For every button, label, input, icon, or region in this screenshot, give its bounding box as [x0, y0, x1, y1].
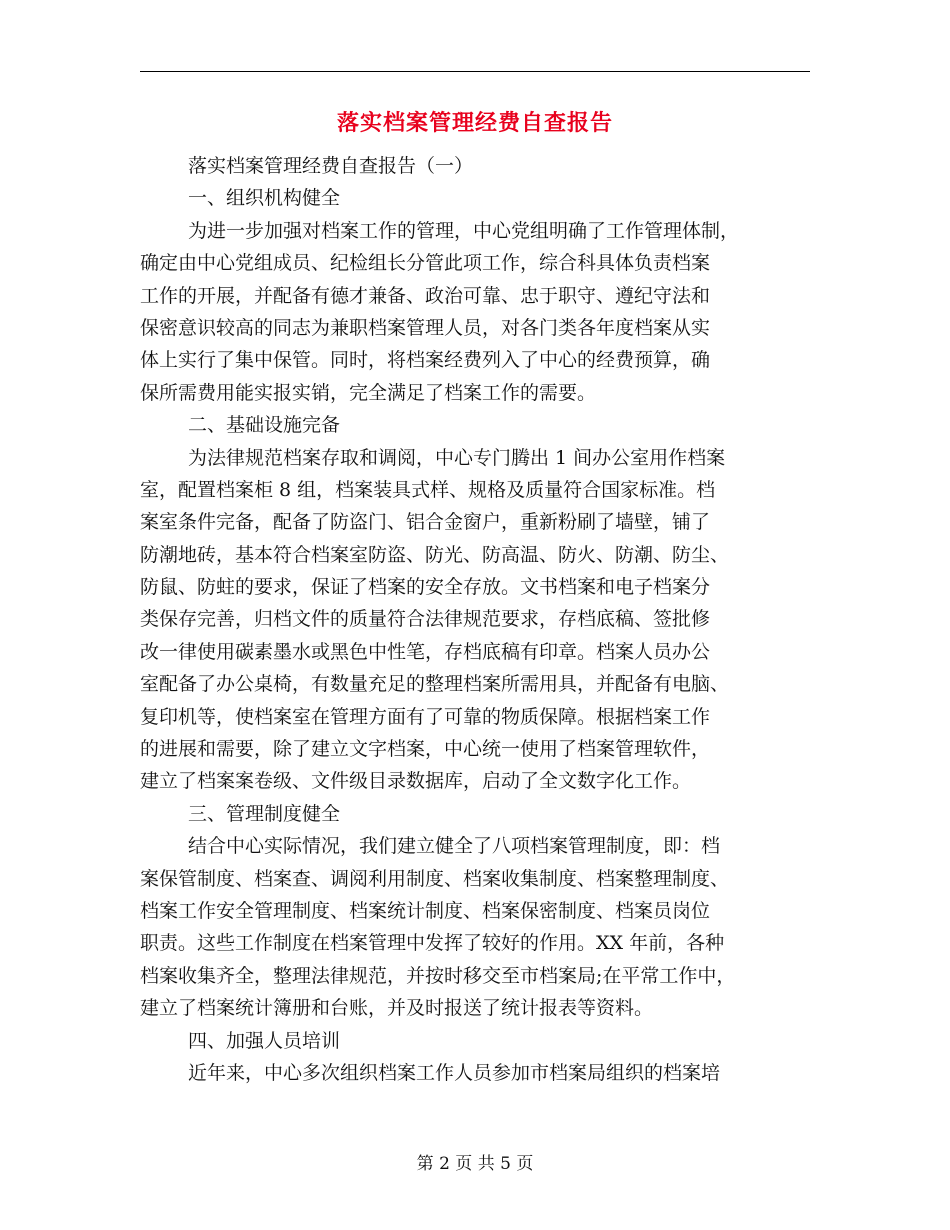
- body-line: 一、组织机构健全: [188, 187, 341, 210]
- body-line: 案保管制度、档案查、调阅利用制度、档案收集制度、档案整理制度、: [140, 867, 730, 890]
- body-line: 改一律使用碳素墨水或黑色中性笔，存档底稿有印章。档案人员办公: [140, 640, 711, 663]
- body-line: 建立了档案案卷级、文件级目录数据库，启动了全文数字化工作。: [140, 770, 692, 793]
- body-line: 室，配置档案柜 8 组，档案装具式样、规格及质量符合国家标准。档: [140, 478, 716, 501]
- body-line: 四、加强人员培训: [188, 1029, 341, 1052]
- document-title: 落实档案管理经费自查报告: [336, 110, 613, 136]
- body-line: 职责。这些工作制度在档案管理中发挥了较好的作用。XX 年前，各种: [140, 932, 725, 955]
- body-line: 结合中心实际情况，我们建立健全了八项档案管理制度，即：档: [188, 835, 721, 858]
- page-indicator: 第 2 页 共 5 页: [416, 1154, 534, 1174]
- body-line: 室配备了办公桌椅，有数量充足的整理档案所需用具，并配备有电脑、: [140, 673, 730, 696]
- body-line: 档案收集齐全，整理法律规范，并按时移交至市档案局;在平常工作中，: [140, 964, 736, 987]
- body-line: 为法律规范档案存取和调阅，中心专门腾出 1 间办公室用作档案: [188, 446, 726, 469]
- body-line: 体上实行了集中保管。同时，将档案经费列入了中心的经费预算，确: [140, 349, 711, 372]
- body-line: 二、基础设施完备: [188, 414, 341, 437]
- body-line: 防潮地砖，基本符合档案室防盗、防光、防高温、防火、防潮、防尘、: [140, 543, 730, 566]
- body-line: 的进展和需要，除了建立文字档案，中心统一使用了档案管理软件，: [140, 738, 711, 761]
- body-line: 档案工作安全管理制度、档案统计制度、档案保密制度、档案员岗位: [140, 899, 711, 922]
- body-line: 保所需费用能实报实销，完全满足了档案工作的需要。: [140, 381, 597, 404]
- body-line: 防鼠、防蛀的要求，保证了档案的安全存放。文书档案和电子档案分: [140, 576, 711, 599]
- body-line: 类保存完善，归档文件的质量符合法律规范要求，存档底稿、签批修: [140, 608, 711, 631]
- body-line: 近年来，中心多次组织档案工作人员参加市档案局组织的档案培: [188, 1061, 721, 1084]
- body-line: 建立了档案统计簿册和台账，并及时报送了统计报表等资料。: [140, 997, 654, 1020]
- header-rule: [140, 71, 810, 72]
- body-line: 保密意识较高的同志为兼职档案管理人员，对各门类各年度档案从实: [140, 316, 711, 339]
- body-line: 确定由中心党组成员、纪检组长分管此项工作，综合科具体负责档案: [140, 252, 711, 275]
- body-line: 案室条件完备，配备了防盗门、铝合金窗户，重新粉刷了墙壁，铺了: [140, 511, 711, 534]
- body-line: 为进一步加强对档案工作的管理，中心党组明确了工作管理体制，: [188, 219, 740, 242]
- page-footer: [0, 1152, 950, 1176]
- body-line: 复印机等，使档案室在管理方面有了可靠的物质保障。根据档案工作: [140, 705, 711, 728]
- body-line: 工作的开展，并配备有德才兼备、政治可靠、忠于职守、遵纪守法和: [140, 284, 711, 307]
- document-body: [140, 150, 810, 1089]
- body-line: 三、管理制度健全: [188, 802, 341, 825]
- body-line: 落实档案管理经费自查报告（一）: [188, 155, 474, 177]
